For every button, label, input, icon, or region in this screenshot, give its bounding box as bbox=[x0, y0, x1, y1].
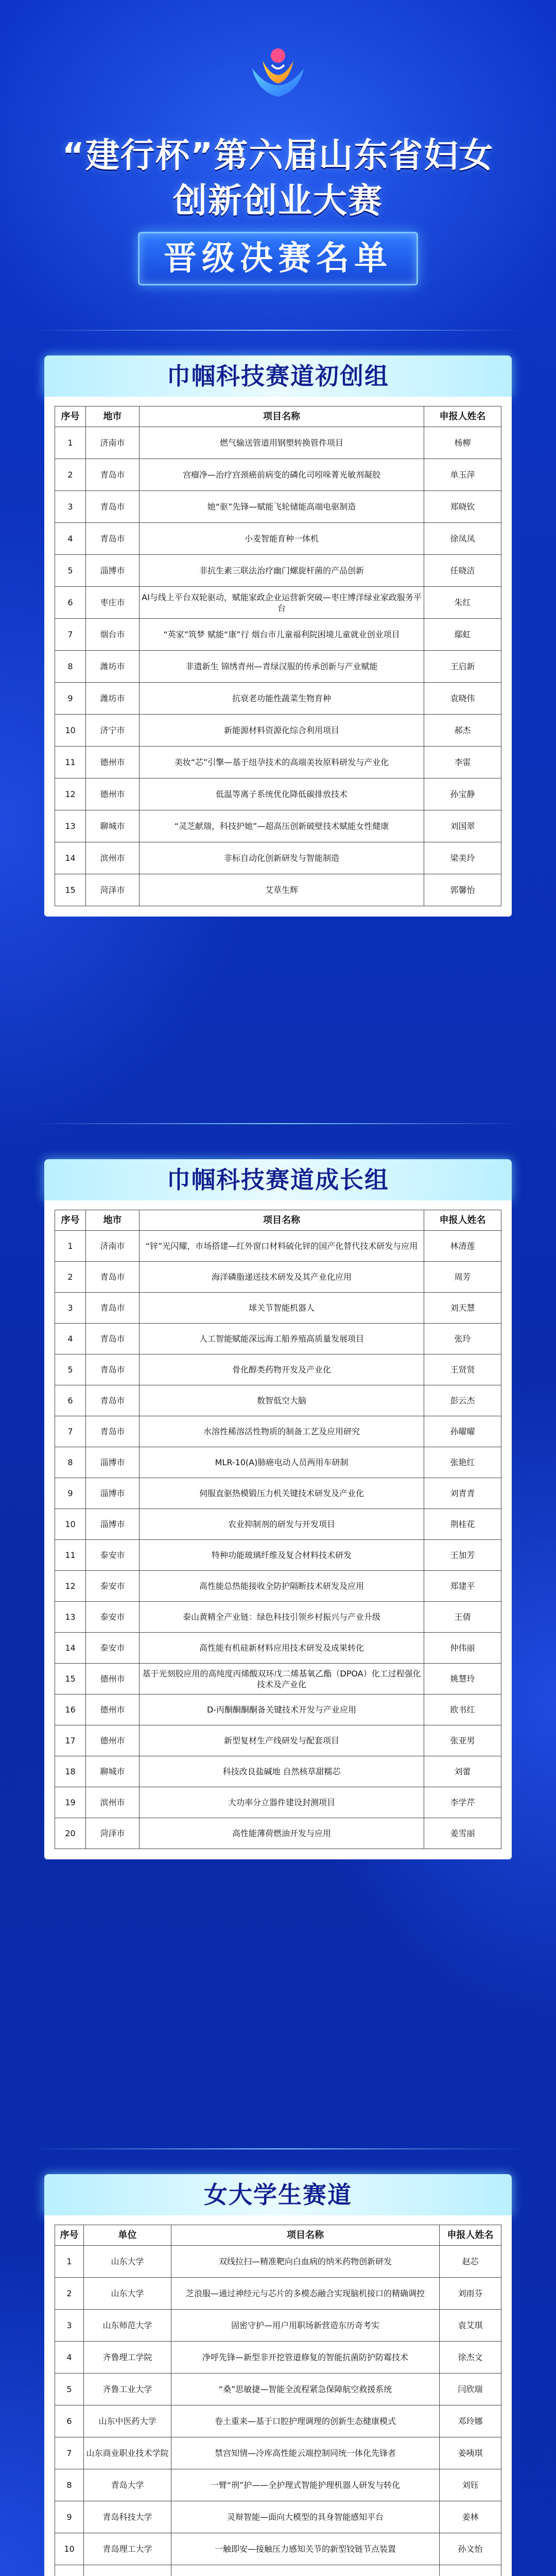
cell-applicant: 孙文怡 bbox=[440, 2533, 501, 2565]
cell-applicant: 李学芹 bbox=[424, 1787, 501, 1818]
cell-project: “英家”筑梦 赋能“康”行 烟台市儿童福利院困境儿童就业创业项目 bbox=[140, 619, 424, 651]
cell-city: 淄博市 bbox=[86, 1447, 140, 1478]
cell-applicant: 单玉萍 bbox=[424, 459, 501, 491]
cell-index: 6 bbox=[55, 587, 86, 619]
cell-city: 青岛市 bbox=[86, 1385, 140, 1416]
table-row bbox=[55, 2342, 501, 2374]
cell-applicant: 张亚男 bbox=[424, 1725, 501, 1756]
table-row bbox=[55, 1385, 501, 1416]
cell-project: 球关节智能机器人 bbox=[140, 1293, 424, 1324]
cell-applicant: 袁晓伟 bbox=[424, 683, 501, 715]
cell-applicant: 李雷 bbox=[424, 747, 501, 778]
cell-applicant: 刘雨芬 bbox=[440, 2278, 501, 2310]
cell-project: 低温等离子系统优化降低碳排放技术 bbox=[140, 778, 424, 810]
cell-index: 19 bbox=[55, 1787, 86, 1818]
cell-index: 15 bbox=[55, 1664, 86, 1694]
cell-applicant bbox=[440, 2565, 501, 2576]
cell-index: 1 bbox=[55, 2246, 84, 2278]
cell-city: 济南市 bbox=[86, 1231, 140, 1262]
section-growth-group bbox=[44, 1159, 512, 1859]
cell-unit: 齐鲁理工学院 bbox=[84, 2342, 171, 2374]
cell-index: 8 bbox=[55, 651, 86, 683]
table-row bbox=[55, 1633, 501, 1664]
table-row bbox=[55, 842, 501, 874]
cell-index: 6 bbox=[55, 2405, 84, 2437]
cell-project: “锌”光闪耀，市场搭建—红外窗口材料硫化锌的国产化替代技术研发与应用 bbox=[140, 1231, 424, 1262]
finalist-list-banner: 晋级决赛名单 bbox=[138, 232, 418, 285]
cell-project: 大功率分立器件建设封测项目 bbox=[140, 1787, 424, 1818]
cell-city: 青岛市 bbox=[86, 1262, 140, 1293]
cell-project: 芝浪服—通过神经元与芯片的多模态融合实现脑机接口的精确调控 bbox=[171, 2278, 440, 2310]
cell-applicant: 王贤贤 bbox=[424, 1354, 501, 1385]
cell-applicant: 王启新 bbox=[424, 651, 501, 683]
table-row bbox=[55, 1416, 501, 1447]
cell-city: 滨州市 bbox=[86, 1787, 140, 1818]
cell-project: 科技改良盐碱地 自然核草甜糯芯 bbox=[140, 1756, 424, 1787]
cell-index: 9 bbox=[55, 2501, 84, 2533]
cell-city: 淄博市 bbox=[86, 555, 140, 587]
table-row bbox=[55, 1571, 501, 1602]
table-row bbox=[55, 1602, 501, 1633]
cell-index: 18 bbox=[55, 1756, 86, 1787]
cell-unit: 青岛大学 bbox=[84, 2469, 171, 2501]
cell-project: “灵芝献瑞，科技护她”—超高压创新破壁技术赋能女性健康 bbox=[140, 810, 424, 842]
col-header-applicant: 申报人姓名 bbox=[424, 406, 501, 427]
cell-index: 13 bbox=[55, 1602, 86, 1633]
cell-index: 10 bbox=[55, 1509, 86, 1540]
table-row bbox=[55, 427, 501, 459]
cell-project: 宫瘤净—治疗宫颈癌前病变的磷化司吲哚菁光敏剂凝胶 bbox=[140, 459, 424, 491]
table-row bbox=[55, 1694, 501, 1725]
table-card bbox=[44, 2215, 512, 2576]
main-title-line1: “建行杯”第六届山东省妇女 bbox=[62, 135, 494, 175]
cell-project: 艾草生辉 bbox=[140, 874, 424, 906]
cell-project: D-丙酮酮酮酮备关键技术开发与产业应用 bbox=[140, 1694, 424, 1725]
cell-index: 7 bbox=[55, 1416, 86, 1447]
cell-city: 青岛市 bbox=[86, 1416, 140, 1447]
table-row bbox=[55, 715, 501, 747]
cell-project: 农业抑制剂的研发与开发项目 bbox=[140, 1509, 424, 1540]
table-row bbox=[55, 1540, 501, 1571]
col-header-unit: 单位 bbox=[84, 2225, 171, 2246]
cell-project: 伺服直驱热模锻压力机关键技术研发及产业化 bbox=[140, 1478, 424, 1509]
divider-line bbox=[31, 330, 525, 331]
cell-index: 2 bbox=[55, 1262, 86, 1293]
table-body bbox=[55, 2246, 501, 2576]
finalist-table bbox=[55, 2225, 501, 2576]
cell-index: 20 bbox=[55, 1818, 86, 1849]
cell-project: 海洋磷脂递送技术研发及其产业化应用 bbox=[140, 1262, 424, 1293]
cell-index: 17 bbox=[55, 1725, 86, 1756]
table-row bbox=[55, 1756, 501, 1787]
cell-index: 7 bbox=[55, 2437, 84, 2469]
cell-index: 14 bbox=[55, 842, 86, 874]
cell-index: 9 bbox=[55, 1478, 86, 1509]
col-header-applicant: 申报人姓名 bbox=[424, 1210, 501, 1231]
finalist-table bbox=[55, 406, 501, 906]
cell-index: 4 bbox=[55, 1324, 86, 1354]
cell-city: 枣庄市 bbox=[86, 587, 140, 619]
table-row bbox=[55, 1509, 501, 1540]
table-row bbox=[55, 523, 501, 555]
cell-applicant: 王倩 bbox=[424, 1602, 501, 1633]
cell-index: 1 bbox=[55, 1231, 86, 1262]
section-female-student-track bbox=[44, 2174, 512, 2576]
table-header-row bbox=[55, 1210, 501, 1231]
cell-project: “桑”思敏捷—智能全流程紧急保障航空救援系统 bbox=[171, 2374, 440, 2405]
cell-city: 济南市 bbox=[86, 427, 140, 459]
cell-city: 聊城市 bbox=[86, 810, 140, 842]
divider-line bbox=[31, 2148, 525, 2149]
cell-project bbox=[171, 2565, 440, 2576]
table-row bbox=[55, 2374, 501, 2405]
cell-applicant: 欧书红 bbox=[424, 1694, 501, 1725]
col-header-project: 项目名称 bbox=[140, 406, 424, 427]
cell-project: MLR-10(A)肺癌电动人员两用车研制 bbox=[140, 1447, 424, 1478]
cell-index bbox=[55, 2565, 84, 2576]
col-header-index: 序号 bbox=[55, 406, 86, 427]
cell-project: 新能源材料资源化综合利用项目 bbox=[140, 715, 424, 747]
cell-project: 水溶性稀溶活性物质的制备工艺及应用研究 bbox=[140, 1416, 424, 1447]
cell-applicant: 刘钰 bbox=[440, 2469, 501, 2501]
cell-city: 德州市 bbox=[86, 747, 140, 778]
cell-applicant: 刘蕾 bbox=[424, 1756, 501, 1787]
cell-applicant: 仲伟丽 bbox=[424, 1633, 501, 1664]
cell-unit: 山东中医药大学 bbox=[84, 2405, 171, 2437]
col-header-project: 项目名称 bbox=[140, 1210, 424, 1231]
table-card bbox=[44, 397, 512, 917]
table-row bbox=[55, 651, 501, 683]
cell-project: 小麦智能育种一体机 bbox=[140, 523, 424, 555]
cell-applicant: 王加芳 bbox=[424, 1540, 501, 1571]
cell-project: 非抗生素三联法治疗幽门螺旋杆菌的产品创新 bbox=[140, 555, 424, 587]
cell-unit: 山东师范大学 bbox=[84, 2310, 171, 2342]
cell-applicant: 郭馨怡 bbox=[424, 874, 501, 906]
cell-city: 青岛市 bbox=[86, 1324, 140, 1354]
cell-unit: 山东商业职业技术学院 bbox=[84, 2437, 171, 2469]
table-row bbox=[55, 2565, 501, 2576]
cell-unit bbox=[84, 2565, 171, 2576]
cell-index: 11 bbox=[55, 1540, 86, 1571]
cell-city: 德州市 bbox=[86, 1725, 140, 1756]
cell-index: 13 bbox=[55, 810, 86, 842]
cell-index: 5 bbox=[55, 2374, 84, 2405]
cell-city: 滨州市 bbox=[86, 842, 140, 874]
table-row bbox=[55, 1447, 501, 1478]
cell-applicant: 姚慧玲 bbox=[424, 1664, 501, 1694]
cell-project: 抗衰老功能性蔬菜生物育种 bbox=[140, 683, 424, 715]
table-row bbox=[55, 1787, 501, 1818]
cell-applicant: 郑晓钦 bbox=[424, 491, 501, 523]
cell-index: 8 bbox=[55, 1447, 86, 1478]
cell-index: 3 bbox=[55, 1293, 86, 1324]
cell-index: 5 bbox=[55, 555, 86, 587]
table-row bbox=[55, 747, 501, 778]
cell-project: 特种功能玻璃纤维及复合材料技术研发 bbox=[140, 1540, 424, 1571]
cell-applicant: 姜林 bbox=[440, 2501, 501, 2533]
cell-index: 15 bbox=[55, 874, 86, 906]
section-startup-group bbox=[44, 355, 512, 917]
table-row bbox=[55, 683, 501, 715]
cell-unit: 齐鲁工业大学 bbox=[84, 2374, 171, 2405]
table-row bbox=[55, 491, 501, 523]
cell-applicant: 徐杰文 bbox=[440, 2342, 501, 2374]
table-card bbox=[44, 1200, 512, 1859]
cell-project: 禁宫知情—冷库高性能云端控制同统一体化先锋者 bbox=[171, 2437, 440, 2469]
cell-index: 1 bbox=[55, 427, 86, 459]
cell-index: 4 bbox=[55, 2342, 84, 2374]
cell-project: 数智低空大脑 bbox=[140, 1385, 424, 1416]
cell-project: 高性能薄荷燃油开发与应用 bbox=[140, 1818, 424, 1849]
cell-applicant: 赵芯 bbox=[440, 2246, 501, 2278]
cell-project: 净呼先锋—新型非开挖管道修复的智能抗菌防护防霉技术 bbox=[171, 2342, 440, 2374]
cell-project: 一触即安—接触压力感知关节的新型铰链节点装置 bbox=[171, 2533, 440, 2565]
table-header-row bbox=[55, 2225, 501, 2246]
cell-index: 11 bbox=[55, 747, 86, 778]
cell-index: 3 bbox=[55, 491, 86, 523]
table-body bbox=[55, 427, 501, 906]
cell-city: 青岛市 bbox=[86, 1293, 140, 1324]
cell-applicant: 郝杰 bbox=[424, 715, 501, 747]
table-row bbox=[55, 2533, 501, 2565]
table-row bbox=[55, 1478, 501, 1509]
col-header-city: 地市 bbox=[86, 1210, 140, 1231]
cell-index: 10 bbox=[55, 2533, 84, 2565]
main-title-line2: 创新创业大赛 bbox=[173, 181, 383, 221]
cell-project: 骨化醇类药物开发及产业化 bbox=[140, 1354, 424, 1385]
cell-unit: 青岛科技大学 bbox=[84, 2501, 171, 2533]
col-header-city: 地市 bbox=[86, 406, 140, 427]
cell-index: 10 bbox=[55, 715, 86, 747]
cell-applicant: 郑建平 bbox=[424, 1571, 501, 1602]
cell-applicant: 孙曜曜 bbox=[424, 1416, 501, 1447]
cell-project: 卷土重来—基于口腔护理调理的创新生态健康模式 bbox=[171, 2405, 440, 2437]
cell-applicant: 姜咦琪 bbox=[440, 2437, 501, 2469]
cell-city: 烟台市 bbox=[86, 619, 140, 651]
cell-project: 固密守护—用户用职场新营造东历奇考实 bbox=[171, 2310, 440, 2342]
table-row bbox=[55, 810, 501, 842]
section-title: 巾帼科技赛道成长组 bbox=[44, 1159, 512, 1200]
table-row bbox=[55, 1324, 501, 1354]
cell-index: 9 bbox=[55, 683, 86, 715]
cell-applicant: 袁艾琪 bbox=[440, 2310, 501, 2342]
table-row bbox=[55, 778, 501, 810]
cell-city: 青岛市 bbox=[86, 1354, 140, 1385]
table-row bbox=[55, 1293, 501, 1324]
cell-applicant: 徐凤凤 bbox=[424, 523, 501, 555]
cell-project: 泰山黄精全产业链：绿色科技引领乡村振兴与产业升级 bbox=[140, 1602, 424, 1633]
cell-applicant: 杨柳 bbox=[424, 427, 501, 459]
col-header-project: 项目名称 bbox=[171, 2225, 440, 2246]
table-row bbox=[55, 1664, 501, 1694]
cell-applicant: 闫欣瑞 bbox=[440, 2374, 501, 2405]
table-row bbox=[55, 2469, 501, 2501]
cell-project: 非标自动化创新研发与智能制造 bbox=[140, 842, 424, 874]
cell-index: 12 bbox=[55, 1571, 86, 1602]
cell-index: 7 bbox=[55, 619, 86, 651]
cell-applicant: 周芳 bbox=[424, 1262, 501, 1293]
cell-city: 青岛市 bbox=[86, 523, 140, 555]
cell-city: 淄博市 bbox=[86, 1478, 140, 1509]
table-row bbox=[55, 1231, 501, 1262]
cell-applicant: 荆桂花 bbox=[424, 1509, 501, 1540]
cell-applicant: 刘国翠 bbox=[424, 810, 501, 842]
table-header-row bbox=[55, 406, 501, 427]
col-header-index: 序号 bbox=[55, 2225, 84, 2246]
cell-project: 她“驱”先锋—赋能飞轮储能高端电驱制造 bbox=[140, 491, 424, 523]
cell-index: 2 bbox=[55, 2278, 84, 2310]
cell-project: 非遗新生 锦绣青州—青绿汉服的传承创新与产业赋能 bbox=[140, 651, 424, 683]
finalist-table bbox=[55, 1210, 501, 1849]
cell-city: 德州市 bbox=[86, 778, 140, 810]
cell-applicant: 邓玲娜 bbox=[440, 2405, 501, 2437]
cell-applicant: 孙宝静 bbox=[424, 778, 501, 810]
cell-index: 5 bbox=[55, 1354, 86, 1385]
cell-index: 2 bbox=[55, 459, 86, 491]
section-title: 女大学生赛道 bbox=[44, 2174, 512, 2215]
cell-project: 美妆“芯”引擎—基于纽孕技术的高端美妆原料研发与产业化 bbox=[140, 747, 424, 778]
cell-city: 泰安市 bbox=[86, 1540, 140, 1571]
cell-project: 人工智能赋能深远海工船养殖高质量发展项目 bbox=[140, 1324, 424, 1354]
cell-applicant: 张艳红 bbox=[424, 1447, 501, 1478]
table-row bbox=[55, 555, 501, 587]
cell-project: 双线拉扫—精准靶向白血病的纳米药物创新研发 bbox=[171, 2246, 440, 2278]
cell-city: 菏泽市 bbox=[86, 874, 140, 906]
cell-unit: 青岛理工大学 bbox=[84, 2533, 171, 2565]
cell-applicant: 张玲 bbox=[424, 1324, 501, 1354]
cell-applicant: 任晓洁 bbox=[424, 555, 501, 587]
cell-applicant: 刘天慧 bbox=[424, 1293, 501, 1324]
table-row bbox=[55, 1818, 501, 1849]
section-title: 巾帼科技赛道初创组 bbox=[44, 355, 512, 397]
cell-city: 淄博市 bbox=[86, 1509, 140, 1540]
cell-applicant: 彭云杰 bbox=[424, 1385, 501, 1416]
header bbox=[0, 0, 556, 309]
table-row bbox=[55, 587, 501, 619]
cell-city: 泰安市 bbox=[86, 1602, 140, 1633]
cell-project: 高性能总热能接收全防护隔断技术研发及应用 bbox=[140, 1571, 424, 1602]
cell-project: 新型复材生产线研发与配套项目 bbox=[140, 1725, 424, 1756]
cell-unit: 山东大学 bbox=[84, 2278, 171, 2310]
table-row bbox=[55, 619, 501, 651]
table-body bbox=[55, 1231, 501, 1849]
cell-city: 聊城市 bbox=[86, 1756, 140, 1787]
cell-project: 基于光刻胶应用的高纯度丙烯酸双环戊二烯基氧乙酯（DPOA）化工过程强化技术及产业化 bbox=[140, 1664, 424, 1694]
table-row bbox=[55, 1354, 501, 1385]
table-row bbox=[55, 2437, 501, 2469]
cell-city: 泰安市 bbox=[86, 1571, 140, 1602]
table-row bbox=[55, 1725, 501, 1756]
cell-city: 济宁市 bbox=[86, 715, 140, 747]
cell-project: 高性能有机硅新材料应用技术研发及成果转化 bbox=[140, 1633, 424, 1664]
cell-index: 6 bbox=[55, 1385, 86, 1416]
cell-applicant: 朱红 bbox=[424, 587, 501, 619]
cell-city: 潍坊市 bbox=[86, 651, 140, 683]
cell-city: 德州市 bbox=[86, 1664, 140, 1694]
table-row bbox=[55, 1262, 501, 1293]
cell-applicant: 刘青青 bbox=[424, 1478, 501, 1509]
col-header-index: 序号 bbox=[55, 1210, 86, 1231]
cell-city: 德州市 bbox=[86, 1694, 140, 1725]
cell-index: 8 bbox=[55, 2469, 84, 2501]
cell-index: 12 bbox=[55, 778, 86, 810]
cell-city: 青岛市 bbox=[86, 491, 140, 523]
table-row bbox=[55, 874, 501, 906]
contest-logo-icon bbox=[242, 40, 314, 112]
table-row bbox=[55, 2310, 501, 2342]
cell-city: 菏泽市 bbox=[86, 1818, 140, 1849]
cell-project: AI与线上平台双轮驱动，赋能家政企业运营新突破—枣庄博洋绿业家政服务平台 bbox=[140, 587, 424, 619]
table-row bbox=[55, 2278, 501, 2310]
cell-index: 3 bbox=[55, 2310, 84, 2342]
cell-city: 青岛市 bbox=[86, 459, 140, 491]
cell-index: 4 bbox=[55, 523, 86, 555]
cell-index: 16 bbox=[55, 1694, 86, 1725]
table-row bbox=[55, 459, 501, 491]
cell-unit: 山东大学 bbox=[84, 2246, 171, 2278]
table-row bbox=[55, 2246, 501, 2278]
table-row bbox=[55, 2405, 501, 2437]
cell-applicant: 鄢虹 bbox=[424, 619, 501, 651]
col-header-applicant: 申报人姓名 bbox=[440, 2225, 501, 2246]
table-row bbox=[55, 2501, 501, 2533]
cell-project: 灵辩智能—面向大模型的具身智能感知平台 bbox=[171, 2501, 440, 2533]
cell-project: 燃气输送管道用钢塑转换管件项目 bbox=[140, 427, 424, 459]
cell-applicant: 林清莲 bbox=[424, 1231, 501, 1262]
cell-applicant: 姜雪丽 bbox=[424, 1818, 501, 1849]
cell-applicant: 梁美玲 bbox=[424, 842, 501, 874]
divider-line bbox=[31, 1123, 525, 1124]
cell-index: 14 bbox=[55, 1633, 86, 1664]
cell-city: 潍坊市 bbox=[86, 683, 140, 715]
cell-city: 泰安市 bbox=[86, 1633, 140, 1664]
cell-project: 一臂“刑”护——全护理式智能护理机器人研发与转化 bbox=[171, 2469, 440, 2501]
